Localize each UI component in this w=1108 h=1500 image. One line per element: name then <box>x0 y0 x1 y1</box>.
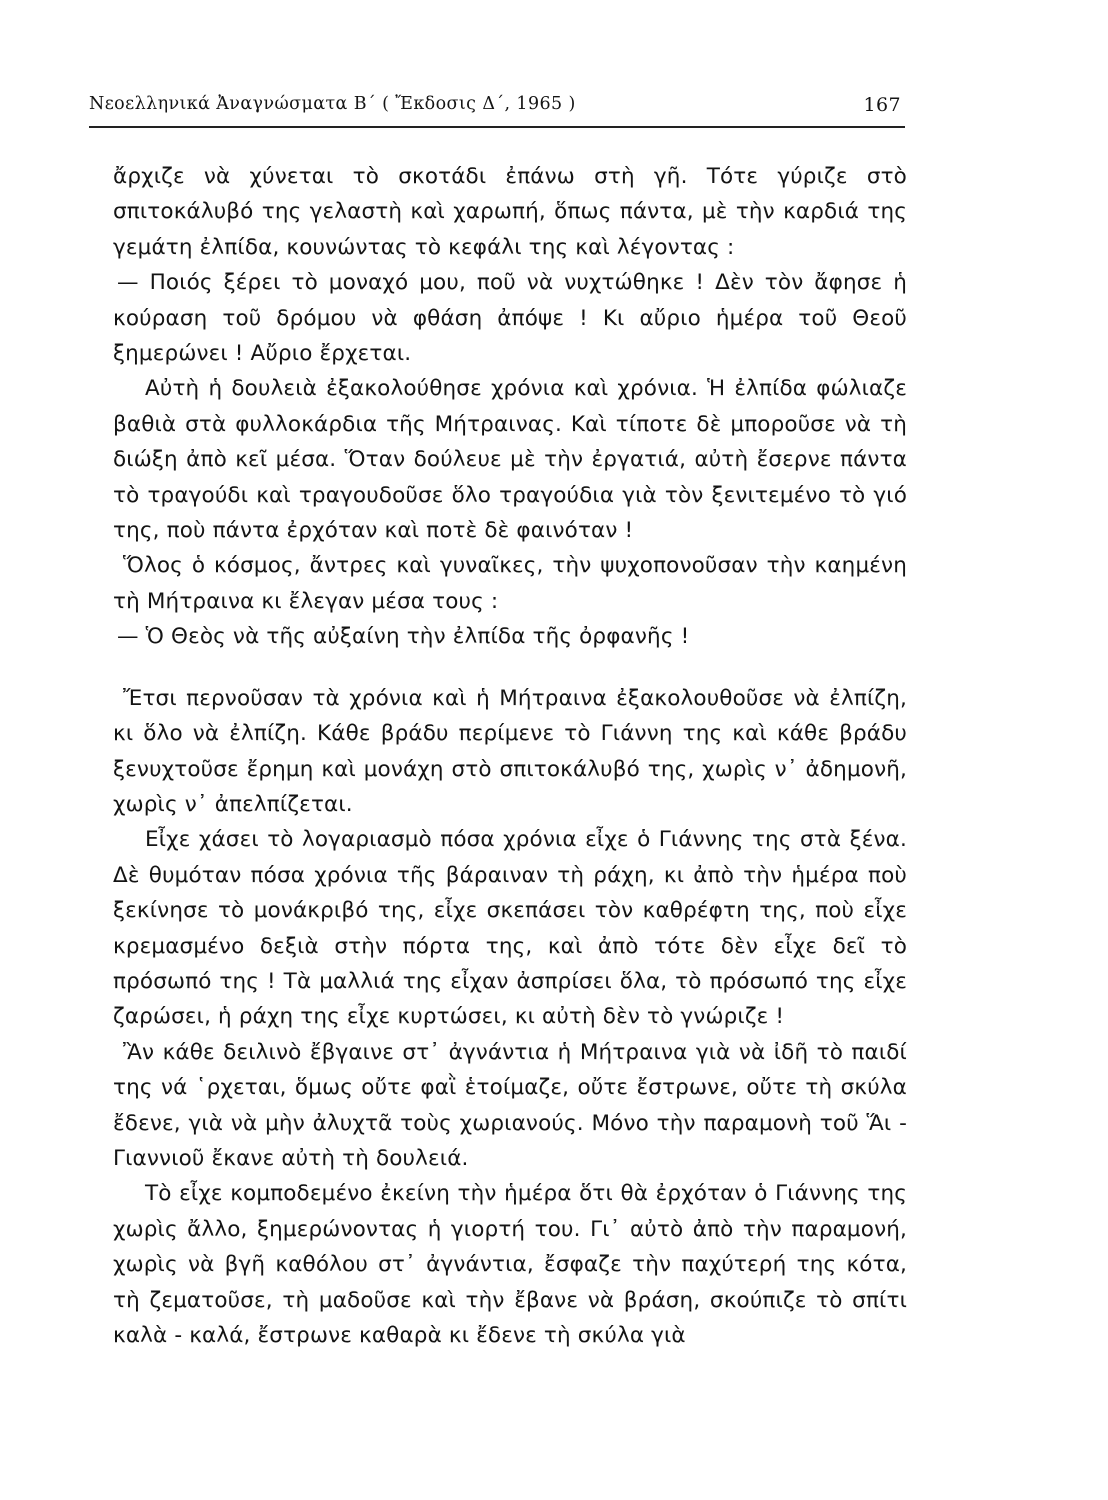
paragraph: ἄρχιζε νὰ χύνεται τὸ σκοτάδι ἐπάνω στὴ γῆ. Τότε γύριζε στὸ σπιτοκάλυβό της γελαστὴ καὶ χαρωπή, ὅπως πάντα, μὲ τὴν καρδιά της γεμάτη ἐλπίδα, κουνώντας τὸ κεφάλι της καὶ λέγοντας : <box>113 164 907 260</box>
paragraph: Ἂν κάθε δειλινὸ ἔβγαινε στ᾿ ἀγνάντια ἡ Μήτραινα γιὰ νὰ ἰδῆ τὸ παιδί της νά ῾ρχεται, ὅμως οὔτε φαῒ ἑτοίμαζε, οὔτε ἔστρωνε, οὔτε τὴ σκύλα ἔδενε, γιὰ νὰ μὴν ἀλυχτᾶ τοὺς χωριανούς. Μόνο τὴν παραμονὴ τοῦ Ἅι - Γιαννιοῦ ἔκανε αὐτὴ τὴ δουλειά. <box>113 1039 907 1171</box>
paragraph: Αὐτὴ ἡ δουλειὰ ἐξακολούθησε χρόνια καὶ χρόνια. Ἡ ἐλπίδα φώλιαζε βαθιὰ στὰ φυλλοκάρδια τῆς Μήτραινας. Καὶ τίποτε δὲ μποροῦσε νὰ τὴ διώξη ἀπὸ κεῖ μέσα. Ὅταν δούλευε μὲ τὴν ἐργατιά, αὐτὴ ἔσερνε πάντα τὸ τραγούδι καὶ τραγουδοῦσε ὅλο τραγούδια γιὰ τὸν ξενιτεμένο τὸ γιό της, ποὺ πάντα ἐρχόταν καὶ ποτὲ δὲ φαινόταν ! <box>113 376 907 544</box>
body-text <box>113 159 907 1353</box>
paragraph: Ἔτσι περνοῦσαν τὰ χρόνια καὶ ἡ Μήτραινα ἐξακολουθοῦσε νὰ ἐλπίζη, κι ὅλο νὰ ἐλπίζη. Κάθε βράδυ περίμενε τὸ Γιάννη της καὶ κάθε βράδυ ξενυχτοῦσε ἔρημη καὶ μονάχη στὸ σπιτοκάλυβό της, χωρὶς ν᾿ ἀδημονῆ, χωρὶς ν᾿ ἀπελπίζεται. <box>113 685 907 817</box>
dialogue-paragraph: — Ὁ Θεὸς νὰ τῆς αὐξαίνη τὴν ἐλπίδα τῆς ὀρφανῆς ! <box>117 624 690 650</box>
dialogue-paragraph: — Ποιός ξέρει τὸ μοναχό μου, ποῦ νὰ νυχτώθηκε ! Δὲν τὸν ἄφησε ἡ κούραση τοῦ δρόμου νὰ φθάση ἀπόψε ! Κι αὔριο ἡμέρα τοῦ Θεοῦ ξημερώνει ! Αὔριο ἔρχεται. <box>113 270 907 367</box>
paragraph: Τὸ εἶχε κομποδεμένο ἐκείνη τὴν ἡμέρα ὅτι θὰ ἐρχόταν ὁ Γιάννης της χωρὶς ἄλλο, ξημερώνοντας ἡ γιορτή του. Γι᾿ αὐτὸ ἀπὸ τὴν παραμονή, χωρὶς νὰ βγῆ καθόλου στ᾿ ἀγνάντια, ἔσφαζε τὴν παχύτερή της κότα, τὴ ζεματοῦσε, τὴ μαδοῦσε καὶ τὴν ἔβανε νὰ βράση, σκούπιζε τὸ σπίτι καλὰ - καλά, ἔστρωνε καθαρὰ κι ἔδενε τὴ σκύλα γιὰ <box>113 1181 907 1348</box>
page-header <box>89 92 907 120</box>
paragraph: Ὅλος ὁ κόσμος, ἄντρες καὶ γυναῖκες, τὴν ψυχοπονοῦσαν τὴν καημένη τὴ Μήτραινα κι ἔλεγαν μέσα τους : <box>113 553 907 614</box>
page-number: 167 <box>863 94 901 116</box>
section-gap <box>113 655 907 681</box>
running-title: Νεοελληνικά Ἀναγνώσματα Β΄ ( Ἔκδοσις Δ΄, 1965 ) <box>89 94 576 114</box>
header-rule <box>89 126 905 128</box>
paragraph: Εἶχε χάσει τὸ λογαριασμὸ πόσα χρόνια εἶχε ὁ Γιάννης της στὰ ξένα. Δὲ θυμόταν πόσα χρόνια τῆς βάραιναν τὴ ράχη, κι ἀπὸ τὴν ἡμέρα ποὺ ξεκίνησε τὸ μονάκριβό της, εἶχε σκεπάσει τὸν καθρέφτη της, ποὺ εἶχε κρεμασμένο δεξιὰ στὴν πόρτα της, καὶ ἀπὸ τότε δὲν εἶχε δεῖ τὸ πρόσωπό της ! Τὰ μαλλιά της εἶχαν ἀσπρίσει ὅλα, τὸ πρόσωπό της εἶχε ζαρώσει, ἡ ράχη της εἶχε κυρτώσει, κι αὐτὴ δὲν τὸ γνώριζε ! <box>113 827 907 1030</box>
